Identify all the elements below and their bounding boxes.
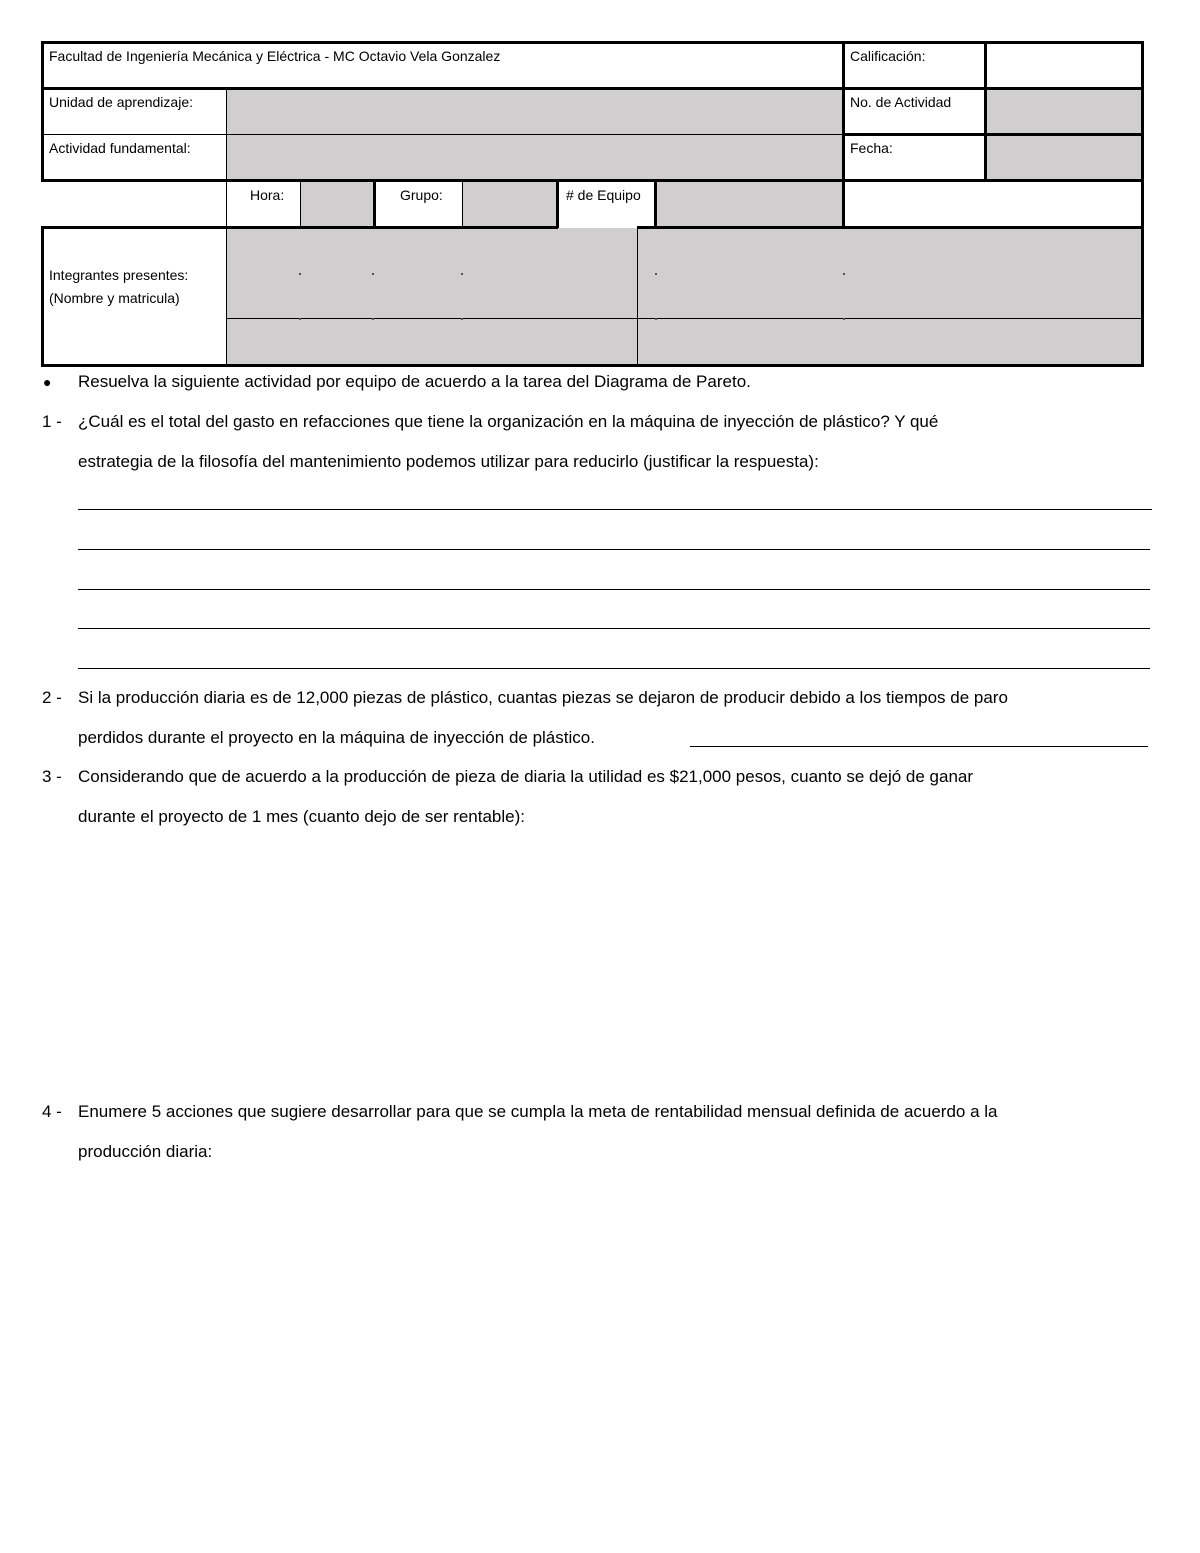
answer-line-5[interactable] [78, 668, 1150, 669]
grade-label: Calificación: [850, 48, 926, 64]
bullet-icon: ● [43, 374, 52, 390]
unit-label: Unidad de aprendizaje: [49, 94, 193, 110]
question-3-number: 3 - [42, 767, 62, 786]
date-label: Fecha: [850, 140, 893, 156]
answer-line-2[interactable] [78, 549, 1150, 550]
question-4-line-1: Enumere 5 acciones que sugiere desarrollar para que se cumpla la meta de rentabilidad mensual definida de acuerdo a la [78, 1102, 998, 1121]
question-1-line-1: ¿Cuál es el total del gasto en refacciones que tiene la organización en la máquina de inyección de plástico? Y qué [78, 412, 939, 431]
question-1-line-2: estrategia de la filosofía del mantenimiento podemos utilizar para reducirlo (justificar la respuesta): [78, 452, 819, 471]
answer-line-4[interactable] [78, 628, 1150, 629]
members-label: Integrantes presentes: [49, 267, 189, 283]
hour-label: Hora: [250, 187, 285, 203]
question-2-number: 2 - [42, 688, 62, 707]
activity-no-field[interactable] [986, 89, 1143, 135]
members-field-1[interactable] [227, 228, 1143, 365]
question-1-number: 1 - [42, 412, 62, 431]
team-label: # de Equipo [566, 187, 641, 203]
group-field[interactable] [463, 181, 558, 227]
activity-label: Actividad fundamental: [49, 140, 191, 156]
unit-field[interactable] [227, 89, 844, 135]
question-4-number: 4 - [42, 1102, 62, 1121]
members-sublabel: (Nombre y matricula) [49, 290, 180, 306]
faculty-title: Facultad de Ingeniería Mecánica y Eléctrica - MC Octavio Vela Gonzalez [49, 48, 501, 64]
date-field[interactable] [986, 135, 1143, 180]
question-3-line-2: durante el proyecto de 1 mes (cuanto dejo de ser rentable): [78, 807, 525, 826]
instruction-text: Resuelva la siguiente actividad por equipo de acuerdo a la tarea del Diagrama de Pareto. [78, 372, 751, 391]
question-2-answer-line[interactable] [690, 746, 1148, 747]
hour-field[interactable] [301, 181, 375, 227]
question-2-line-1: Si la producción diaria es de 12,000 piezas de plástico, cuantas piezas se dejaron de producir debido a los tiempos de paro [78, 688, 1008, 707]
question-4-line-2: producción diaria: [78, 1142, 213, 1161]
team-field[interactable] [656, 181, 844, 227]
question-2-line-2: perdidos durante el proyecto en la máquina de inyección de plástico. [78, 728, 595, 747]
header-form [0, 0, 1200, 380]
activity-field[interactable] [227, 135, 844, 180]
activity-no-label: No. de Actividad [850, 94, 952, 110]
answer-line-1[interactable] [78, 509, 1152, 510]
group-label: Grupo: [400, 187, 443, 203]
question-3-line-1: Considerando que de acuerdo a la producción de pieza de diaria la utilidad es $21,000 pesos, cuanto se dejó de ganar [78, 767, 974, 786]
answer-line-3[interactable] [78, 589, 1150, 590]
